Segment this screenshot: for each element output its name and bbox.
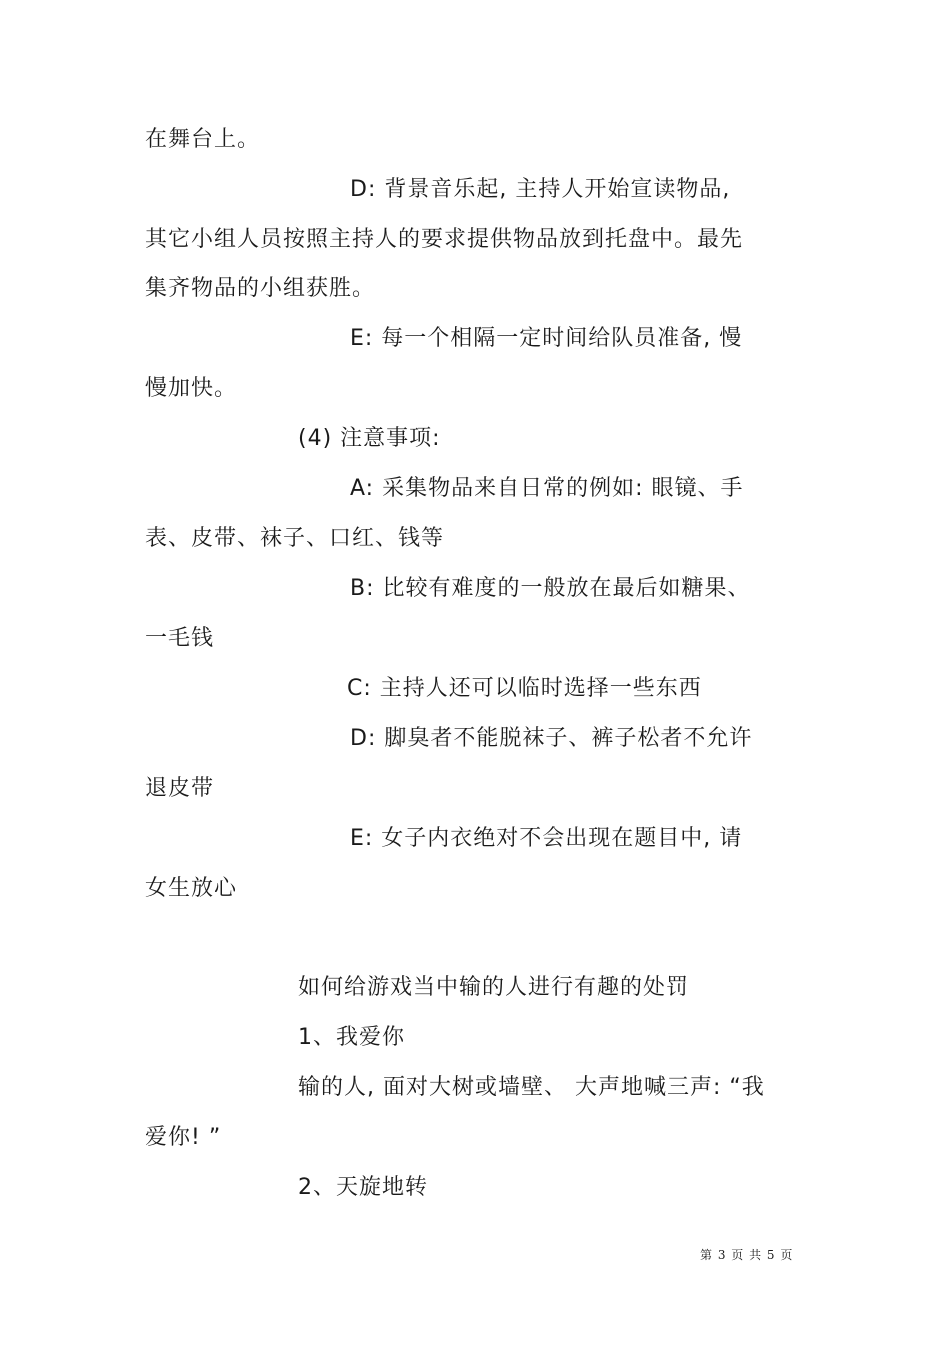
text-line-12: C: 主持人还可以临时选择一些东西 <box>347 676 702 701</box>
text-line-6: 慢加快。 <box>145 376 238 401</box>
text-line-4: 集齐物品的小组获胜。 <box>145 276 376 301</box>
page-number-footer: 第 3 页 共 5 页 <box>700 1248 794 1262</box>
text-line-16: 女生放心 <box>145 876 238 901</box>
text-line-3: 其它小组人员按照主持人的要求提供物品放到托盘中。最先 <box>145 227 744 252</box>
text-line-13: D: 脚臭者不能脱袜子、裤子松者不允许 <box>350 726 753 751</box>
text-line-8: A: 采集物品来自日常的例如: 眼镜、手 <box>350 476 744 501</box>
item-heading-1: 1、我爱你 <box>298 1025 405 1050</box>
text-line-2: D: 背景音乐起, 主持人开始宣读物品, <box>350 177 731 202</box>
text-line-19: 输的人, 面对大树或墙壁、 大声地喊三声: “我 <box>298 1075 765 1100</box>
text-line-11: 一毛钱 <box>145 626 215 651</box>
section-heading: (4) 注意事项: <box>298 426 441 451</box>
text-line-20: 爱你! ” <box>145 1125 222 1150</box>
text-line-1: 在舞台上。 <box>145 127 261 152</box>
item-heading-2: 2、天旋地转 <box>298 1175 428 1200</box>
article-title: 如何给游戏当中输的人进行有趣的处罚 <box>298 975 690 1000</box>
text-line-15: E: 女子内衣绝对不会出现在题目中, 请 <box>350 826 743 851</box>
text-line-5: E: 每一个相隔一定时间给队员准备, 慢 <box>350 326 743 351</box>
text-line-10: B: 比较有难度的一般放在最后如糖果、 <box>350 576 751 601</box>
text-line-14: 退皮带 <box>145 776 215 801</box>
text-line-9: 表、皮带、袜子、口红、钱等 <box>145 526 445 551</box>
